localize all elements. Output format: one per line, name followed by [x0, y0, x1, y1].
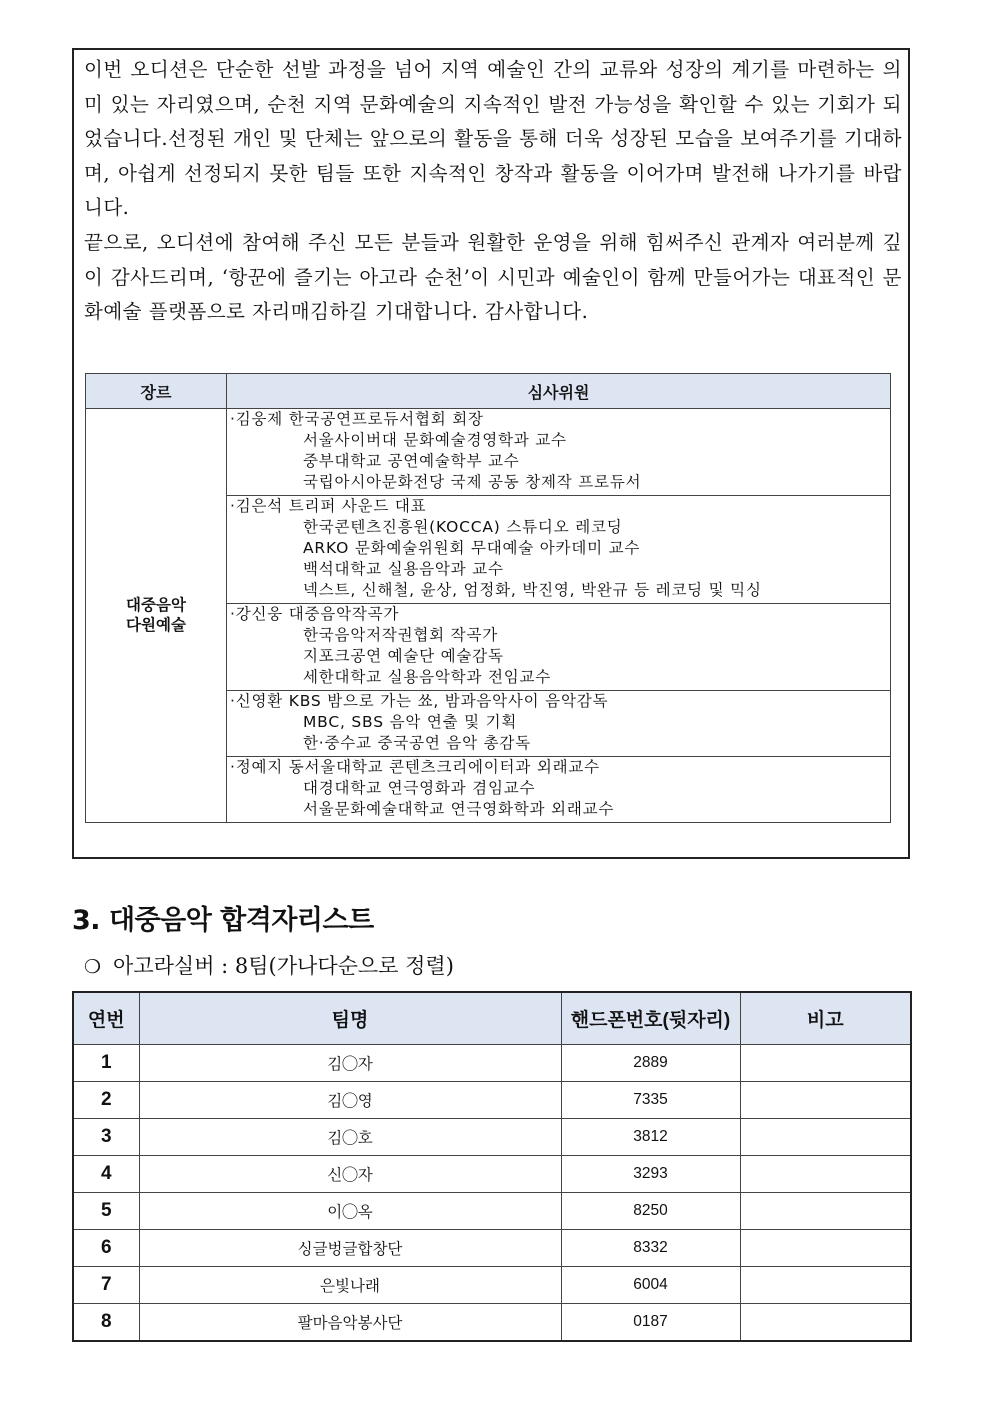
- judge-credit-line: ARKO 문화예술위원회 무대예술 아카데미 교수: [303, 539, 641, 557]
- col-header-phone: 핸드폰번호(뒷자리): [561, 992, 740, 1045]
- judges-header-row: [86, 374, 891, 409]
- judge-credit-line: 중부대학교 공연예술학부 교수: [303, 452, 520, 470]
- judge-name-line: ·김은석 트리퍼 사운드 대표: [230, 497, 427, 515]
- phone-digits: 6004: [561, 1267, 740, 1304]
- genre-label-line: 다원예술: [126, 616, 186, 634]
- genre-label-line: 대중음악: [126, 596, 186, 614]
- judges-header: 심사위원: [227, 374, 891, 409]
- judge-credit-line: 국립아시아문화전당 국제 공동 창제작 프로듀서: [303, 473, 642, 491]
- col-header-no: 연번: [73, 992, 139, 1045]
- phone-digits: 8332: [561, 1230, 740, 1267]
- row-number: 4: [73, 1156, 139, 1193]
- judge-credit-line: 한·중수교 중국공연 음악 총감독: [303, 734, 531, 752]
- row-number: 6: [73, 1230, 139, 1267]
- judge-credit-line: MBC, SBS 음악 연출 및 기획: [303, 713, 518, 731]
- judge-name-line: ·강신웅 대중음악작곡가: [230, 605, 400, 623]
- intro-paragraph-1: 이번 오디션은 단순한 선발 과정을 넘어 지역 예술인 간의 교류와 성장의 계기를 마련하는 의미 있는 자리였으며, 순천 지역 문화예술의 지속적인 발전 가능성을 확인할 수 있는 기회가 되었습니다.선정된 개인 및 단체는 앞으로의 활동을 통해 더욱 성장된 모습을 보여주기를 기대하며, 아쉽게 선정되지 못한 팀들 또한 지속적인 창작과 활동을 이어가며 발전해 나가기를 바랍니다.: [84, 58, 902, 219]
- section-title: 3. 대중음악 합격자리스트: [72, 905, 374, 936]
- row-number: 5: [73, 1193, 139, 1230]
- phone-digits: 2889: [561, 1045, 740, 1082]
- judge-credit-line: 대경대학교 연극영화과 겸임교수: [303, 779, 536, 797]
- row-number: 8: [73, 1304, 139, 1342]
- team-name: 싱글벙글합창단: [139, 1230, 561, 1267]
- team-name: 신◯자: [139, 1156, 561, 1193]
- section-subtitle: [84, 950, 454, 980]
- judge-cell: [227, 604, 891, 691]
- judge-name-line: ·정예지 동서울대학교 콘텐츠크리에이터과 외래교수: [230, 758, 600, 776]
- table-row: [73, 1082, 911, 1119]
- row-number: 1: [73, 1045, 139, 1082]
- col-header-note: 비고: [740, 992, 911, 1045]
- judge-credit-line: 한국콘텐츠진흥원(KOCCA) 스튜디오 레코딩: [303, 518, 623, 536]
- table-row: [73, 1156, 911, 1193]
- team-name: 이◯옥: [139, 1193, 561, 1230]
- col-header-team: 팀명: [139, 992, 561, 1045]
- judge-credit-line: 지포크공연 예술단 예술감독: [303, 647, 504, 665]
- judge-credit-line: 백석대학교 실용음악과 교수: [303, 560, 504, 578]
- judges-table: [85, 373, 891, 823]
- judge-credit-line: 한국음악저작권협회 작곡가: [303, 626, 499, 644]
- subtitle-text: 아고라실버 : 8팀(가나다순으로 정렬): [113, 954, 454, 978]
- phone-digits: 8250: [561, 1193, 740, 1230]
- circle-bullet-icon: ❍: [84, 956, 102, 978]
- intro-paragraph-2: 끝으로, 오디션에 참여해 주신 모든 분들과 원활한 운영을 위해 힘써주신 관계자 여러분께 깊이 감사드리며, ‘항꾼에 즐기는 아고라 순천’이 시민과 예술인이 함께 만들어가는 대표적인 문화예술 플랫폼으로 자리매김하길 기대합니다. 감사합니다.: [84, 231, 902, 323]
- note-cell: [740, 1304, 911, 1342]
- note-cell: [740, 1230, 911, 1267]
- judge-credit-line: 넥스트, 신해철, 윤상, 엄정화, 박진영, 박완규 등 레코딩 및 믹싱: [303, 581, 762, 599]
- results-header-row: [73, 992, 911, 1045]
- table-row: [73, 1230, 911, 1267]
- judge-credit-line: 세한대학교 실용음악학과 전임교수: [303, 668, 552, 686]
- team-name: 팔마음악봉사단: [139, 1304, 561, 1342]
- judge-credit-line: 서울문화예술대학교 연극영화학과 외래교수: [303, 800, 615, 818]
- note-cell: [740, 1193, 911, 1230]
- note-cell: [740, 1082, 911, 1119]
- team-name: 김◯자: [139, 1045, 561, 1082]
- row-number: 2: [73, 1082, 139, 1119]
- table-row: [73, 1045, 911, 1082]
- genre-cell: [86, 409, 227, 823]
- note-cell: [740, 1119, 911, 1156]
- judge-cell: [227, 757, 891, 823]
- phone-digits: 3812: [561, 1119, 740, 1156]
- judge-cell: [227, 409, 891, 496]
- team-name: 김◯영: [139, 1082, 561, 1119]
- phone-digits: 7335: [561, 1082, 740, 1119]
- table-row: [73, 1193, 911, 1230]
- note-cell: [740, 1045, 911, 1082]
- judge-credit-line: 서울사이버대 문화예술경영학과 교수: [303, 431, 567, 449]
- table-row: [73, 1304, 911, 1342]
- genre-header: 장르: [86, 374, 227, 409]
- team-name: 은빛나래: [139, 1267, 561, 1304]
- judge-cell: [227, 691, 891, 757]
- team-name: 김◯호: [139, 1119, 561, 1156]
- judge-cell: [227, 496, 891, 604]
- results-table: [72, 991, 912, 1342]
- row-number: 7: [73, 1267, 139, 1304]
- table-row: [73, 1267, 911, 1304]
- judge-name-line: ·김웅제 한국공연프로듀서협회 회장: [230, 410, 484, 428]
- phone-digits: 0187: [561, 1304, 740, 1342]
- row-number: 3: [73, 1119, 139, 1156]
- judge-name-line: ·신영환 KBS 밤으로 가는 쑈, 밤과음악사이 음악감독: [230, 692, 609, 710]
- phone-digits: 3293: [561, 1156, 740, 1193]
- table-row: [73, 1119, 911, 1156]
- note-cell: [740, 1267, 911, 1304]
- note-cell: [740, 1156, 911, 1193]
